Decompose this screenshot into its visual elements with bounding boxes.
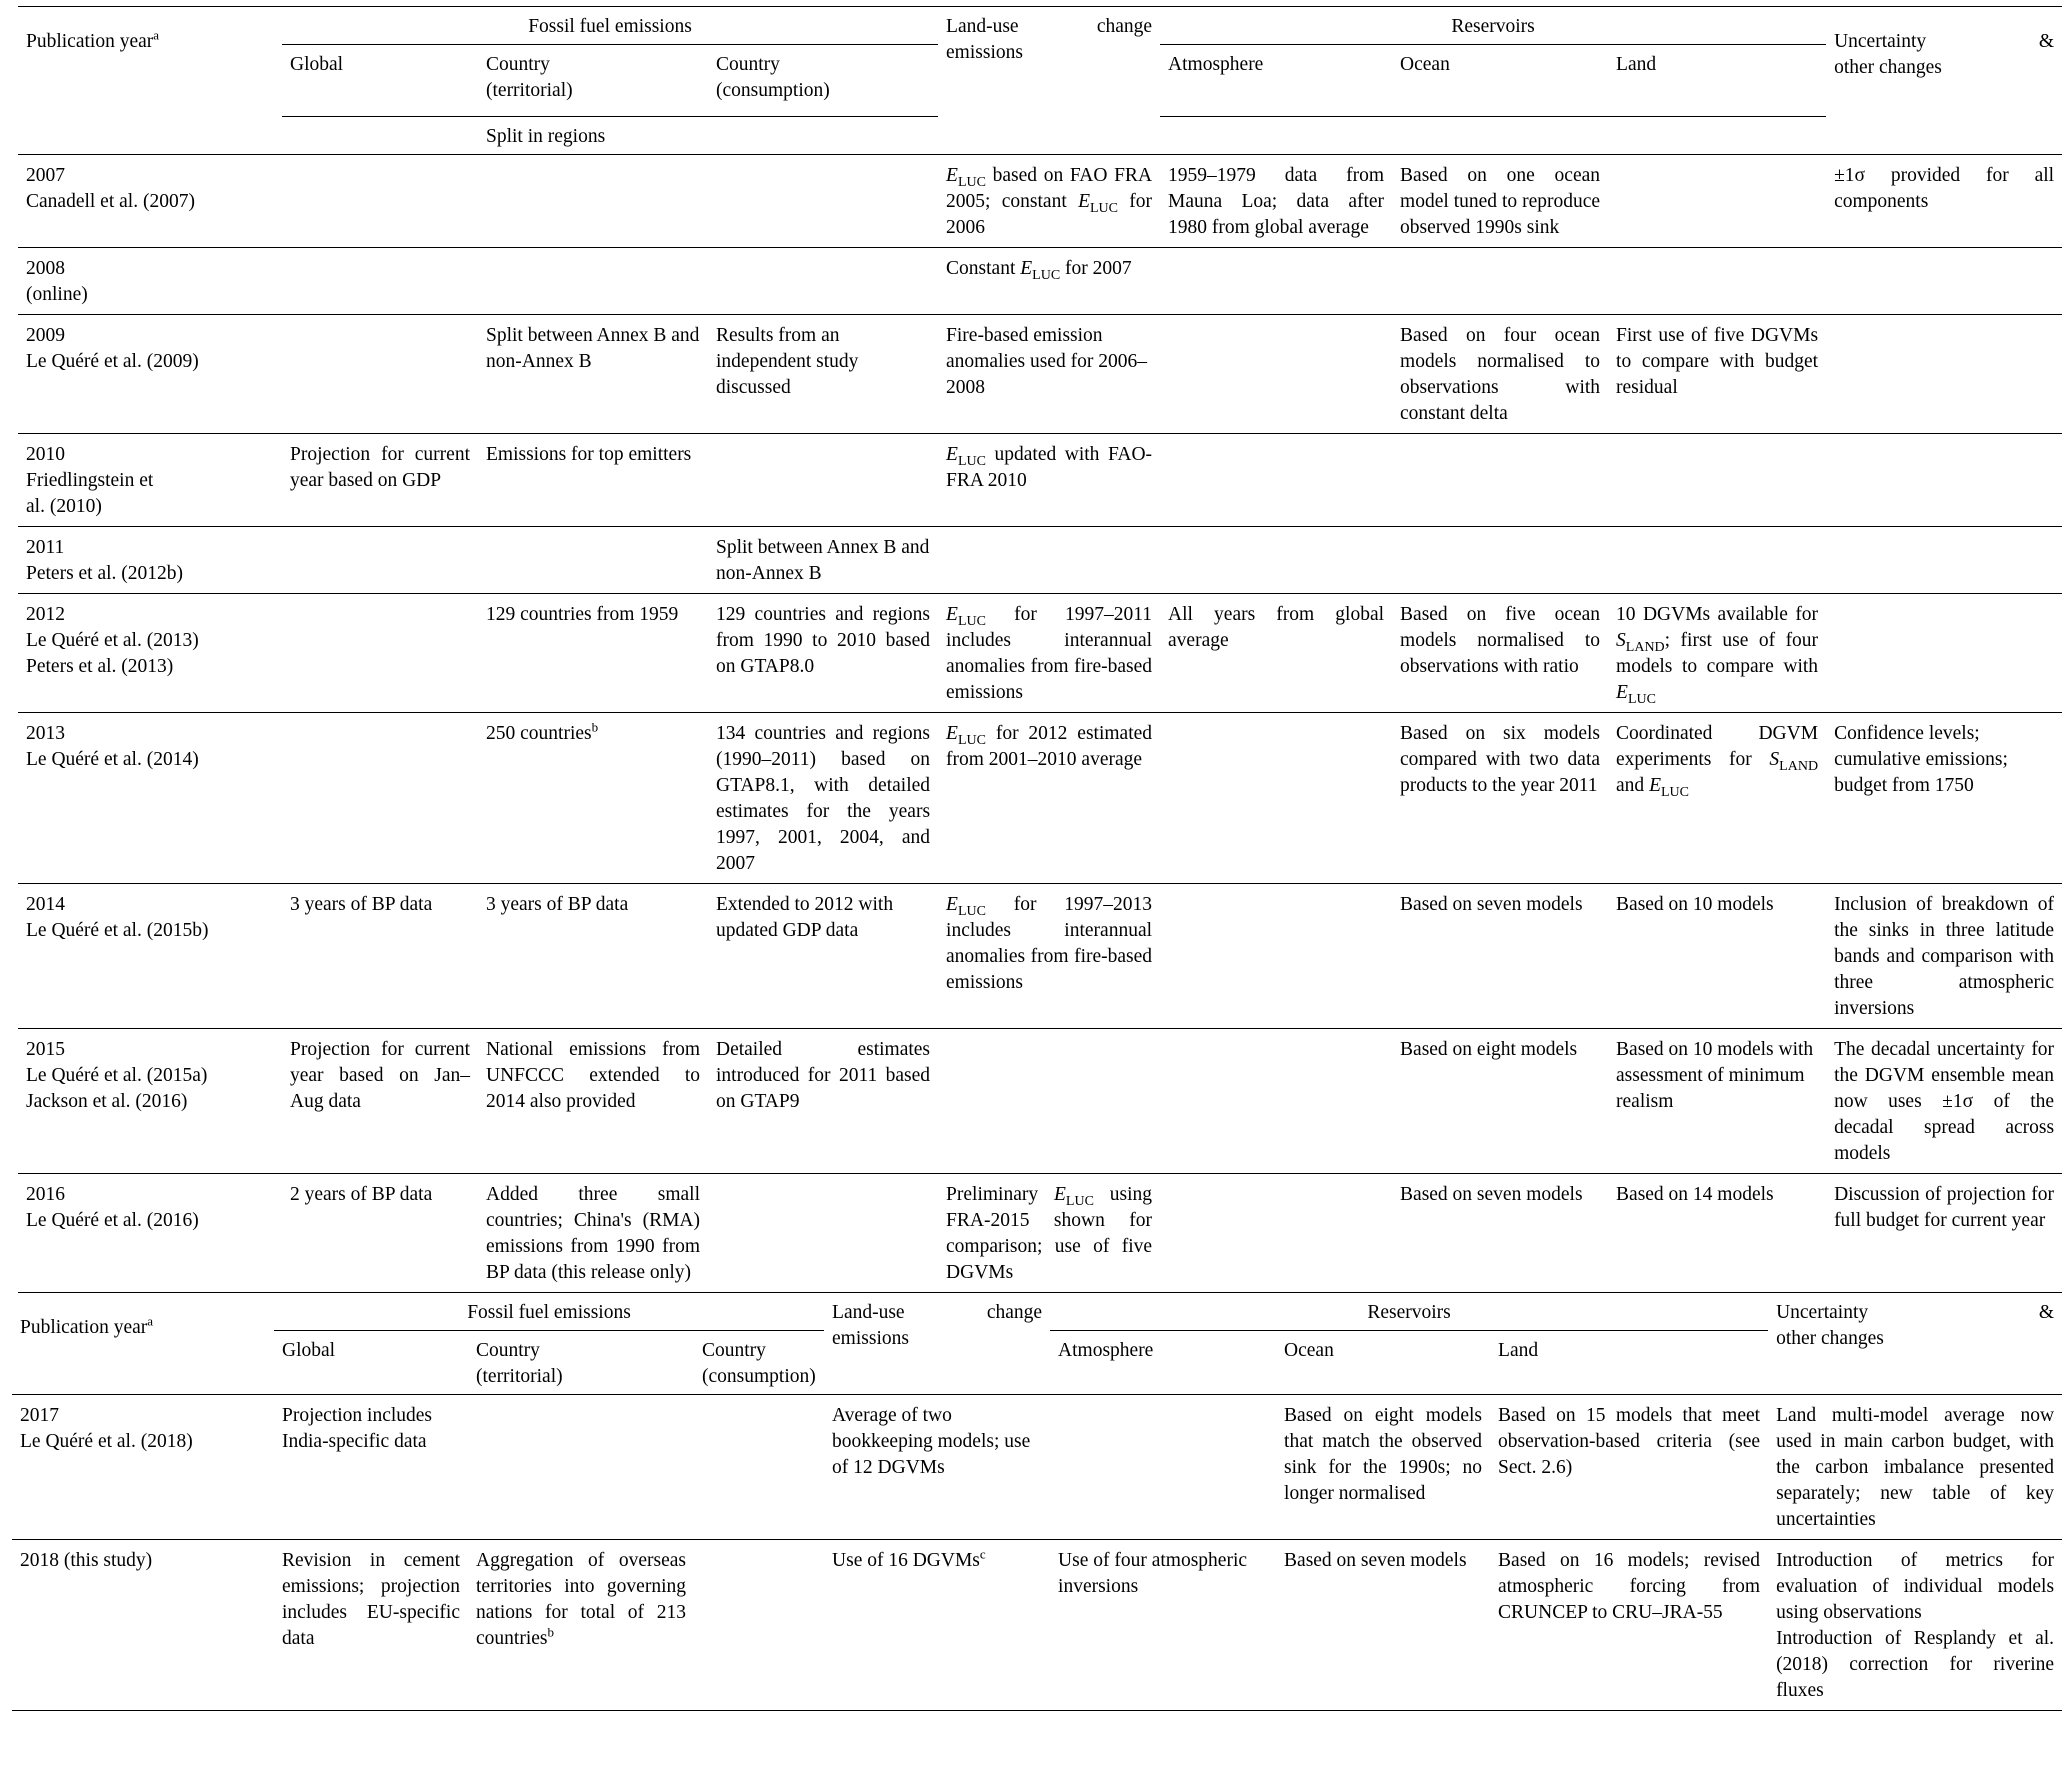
table-row-2016	[18, 1174, 2062, 1293]
land-cell: Based on 16 models; revised atmospheric forcing from CRUNCEP to CRU–JRA-55	[1490, 1540, 1768, 1711]
ocean-cell: Based on seven models	[1392, 1174, 1608, 1293]
year-cell: 2015 Le Quéré et al. (2015a) Jackson et al. (2016)	[18, 1029, 282, 1174]
uncertainty-cell: Introduction of metrics for evaluation of individual models using observations Introduction of Resplandy et al. (2018) correction for riverine fluxes	[1768, 1540, 2062, 1711]
year-cell: 2011 Peters et al. (2012b)	[18, 527, 282, 594]
luc-cell: $E_{LUC}$ updated with FAO-FRA 2010	[938, 434, 1160, 527]
atmosphere-cell: Use of four atmospheric inversions	[1050, 1540, 1276, 1711]
table-row-2017	[12, 1395, 2062, 1540]
luc-cell: Use of 16 DGVMs$^c$	[824, 1540, 1050, 1711]
ocean-cell: Based on eight models that match the observed sink for the 1990s; no longer normalised	[1276, 1395, 1490, 1540]
table-row-2011	[18, 527, 2062, 594]
land-cell: Based on 14 models	[1608, 1174, 1826, 1293]
consumption-cell: 129 countries and regions from 1990 to 2010 based on GTAP8.0	[708, 594, 938, 713]
ocean-cell: Based on one ocean model tuned to reproduce observed 1990s sink	[1392, 155, 1608, 248]
uncertainty-cell: Discussion of projection for full budget for current year	[1826, 1174, 2062, 1293]
header-atmosphere: Atmosphere	[1160, 45, 1392, 117]
atmosphere-cell: 1959–1979 data from Mauna Loa; data after 1980 from global average	[1160, 155, 1392, 248]
ocean-cell: Based on five ocean models normalised to observations with ratio	[1392, 594, 1608, 713]
header2-global: Global	[282, 1340, 336, 1361]
territorial-cell: Split between Annex B and non-Annex B	[478, 315, 708, 434]
global-cell: 2 years of BP data	[282, 1174, 478, 1293]
year-cell: 2008 (online)	[18, 248, 282, 315]
ocean-cell: Based on seven models	[1392, 884, 1608, 1029]
consumption-cell: Results from an independent study discussed	[708, 315, 938, 434]
header-publication-year: Publication year$^a$	[26, 27, 160, 52]
table-row-2010	[18, 434, 2062, 527]
header-country-consumption: Country (consumption)	[708, 45, 938, 117]
luc-cell: $E_{LUC}$ for 2012 estimated from 2001–2010 average	[938, 713, 1160, 884]
header2-country-territorial: Country (territorial)	[476, 1340, 563, 1387]
luc-cell: Average of two bookkeeping models; use of 12 DGVMs	[824, 1395, 1050, 1540]
header2-reservoirs: Reservoirs	[1050, 1293, 1768, 1331]
header2-land-use: Land-use change emissions	[832, 1302, 1043, 1349]
header-global: Global	[282, 45, 478, 117]
header-land: Land	[1608, 45, 1826, 117]
year-cell: 2018 (this study)	[12, 1540, 274, 1711]
header2-fossil-fuel: Fossil fuel emissions	[274, 1293, 824, 1331]
land-cell: Based on 10 models with assessment of minimum realism	[1608, 1029, 1826, 1174]
table-row-2018	[12, 1540, 2062, 1711]
header2-country-consumption: Country (consumption)	[702, 1340, 816, 1387]
table-row-2012	[18, 594, 2062, 713]
year-cell: 2016 Le Quéré et al. (2016)	[18, 1174, 282, 1293]
territorial-cell: 250 countries$^b$	[478, 713, 708, 884]
header-uncertainty: Uncertainty & other changes	[1834, 31, 2055, 78]
table-row-2014	[18, 884, 2062, 1029]
land-cell: First use of five DGVMs to compare with budget residual	[1608, 315, 1826, 434]
header-ocean: Ocean	[1392, 45, 1608, 117]
atmosphere-cell: All years from global average	[1160, 594, 1392, 713]
header-reservoirs: Reservoirs	[1160, 7, 1826, 45]
header2-land: Land	[1498, 1340, 1539, 1361]
luc-cell: Constant $E_{LUC}$ for 2007	[938, 248, 1160, 315]
year-cell: 2013 Le Quéré et al. (2014)	[18, 713, 282, 884]
year-cell: 2014 Le Quéré et al. (2015b)	[18, 884, 282, 1029]
header2-uncertainty: Uncertainty & other changes	[1776, 1302, 2055, 1349]
year-cell: 2009 Le Quéré et al. (2009)	[18, 315, 282, 434]
ocean-cell: Based on six models compared with two data products to the year 2011	[1392, 713, 1608, 884]
uncertainty-cell: The decadal uncertainty for the DGVM ensemble mean now uses ±1σ of the decadal spread across models	[1826, 1029, 2062, 1174]
consumption-cell: Extended to 2012 with updated GDP data	[708, 884, 938, 1029]
luc-cell: Fire-based emission anomalies used for 2006–2008	[938, 315, 1160, 434]
header2-ocean: Ocean	[1284, 1340, 1334, 1361]
ocean-cell: Based on eight models	[1392, 1029, 1608, 1174]
year-cell: 2012 Le Quéré et al. (2013) Peters et al. (2013)	[18, 594, 282, 713]
header-split-regions: Split in regions	[486, 126, 606, 147]
global-cell: Projection for current year based on Jan–Aug data	[282, 1029, 478, 1174]
header-country-territorial: Country (territorial)	[478, 45, 708, 117]
luc-cell: $E_{LUC}$ for 1997–2011 includes interannual anomalies from fire-based emissions	[938, 594, 1160, 713]
header2-publication-year: Publication year$^a$	[20, 1313, 154, 1338]
table-row-2008	[18, 248, 2062, 315]
table-row-2007	[18, 155, 2062, 248]
header-row-1	[18, 7, 2062, 45]
uncertainty-cell: Inclusion of breakdown of the sinks in three latitude bands and comparison with three atmospheric inversions	[1826, 884, 2062, 1029]
consumption-cell: Split between Annex B and non-Annex B	[708, 527, 938, 594]
territorial-cell: Aggregation of overseas territories into governing nations for total of 213 countries$^b$	[468, 1540, 694, 1711]
uncertainty-cell: Confidence levels; cumulative emissions; budget from 1750	[1826, 713, 2062, 884]
territorial-cell: Emissions for top emitters	[478, 434, 708, 527]
luc-cell: $E_{LUC}$ based on FAO FRA 2005; constant $E_{LUC}$ for 2006	[938, 155, 1160, 248]
luc-cell: Preliminary $E_{LUC}$ using FRA-2015 shown for comparison; use of five DGVMs	[938, 1174, 1160, 1293]
ocean-cell: Based on seven models	[1276, 1540, 1490, 1711]
territorial-cell: National emissions from UNFCCC extended to 2014 also provided	[478, 1029, 708, 1174]
land-cell: Based on 15 models that meet observation-based criteria (see Sect. 2.6)	[1490, 1395, 1768, 1540]
year-cell: 2007 Canadell et al. (2007)	[18, 155, 282, 248]
consumption-cell: 134 countries and regions (1990–2011) based on GTAP8.1, with detailed estimates for the years 1997, 2001, 2004, and 2007	[708, 713, 938, 884]
land-cell: Based on 10 models	[1608, 884, 1826, 1029]
ocean-cell: Based on four ocean models normalised to observations with constant delta	[1392, 315, 1608, 434]
header-land-use: Land-use change emissions	[946, 16, 1153, 63]
global-cell: Projection includes India-specific data	[274, 1395, 468, 1540]
table-row-2013	[18, 713, 2062, 884]
global-cell: 3 years of BP data	[282, 884, 478, 1029]
land-cell: 10 DGVMs available for $S_{LAND}$; first use of four models to compare with $E_{LUC}$	[1608, 594, 1826, 713]
territorial-cell: Added three small countries; China's (RMA) emissions from 1990 from BP data (this release only)	[478, 1174, 708, 1293]
year-cell: 2010 Friedlingstein et al. (2010)	[18, 434, 282, 527]
territorial-cell: 3 years of BP data	[478, 884, 708, 1029]
header2-row-1	[12, 1293, 2062, 1331]
global-cell: Revision in cement emissions; projection includes EU-specific data	[274, 1540, 468, 1711]
consumption-cell: Detailed estimates introduced for 2011 based on GTAP9	[708, 1029, 938, 1174]
header-row-3	[18, 117, 2062, 155]
header-fossil-fuel: Fossil fuel emissions	[282, 7, 938, 45]
uncertainty-cell: ±1σ provided for all components	[1826, 155, 2062, 248]
luc-cell: $E_{LUC}$ for 1997–2013 includes interannual anomalies from fire-based emissions	[938, 884, 1160, 1029]
uncertainty-cell: Land multi-model average now used in main carbon budget, with the carbon imbalance presented separately; new table of key uncertainties	[1768, 1395, 2062, 1540]
header2-atmosphere: Atmosphere	[1058, 1340, 1154, 1361]
history-table-part2	[12, 1293, 2062, 1711]
table-row-2015	[18, 1029, 2062, 1174]
territorial-cell: 129 countries from 1959	[478, 594, 708, 713]
land-cell: Coordinated DGVM experiments for $S_{LAND}$ and $E_{LUC}$	[1608, 713, 1826, 884]
year-cell: 2017 Le Quéré et al. (2018)	[12, 1395, 274, 1540]
table-row-2009	[18, 315, 2062, 434]
table-container	[18, 6, 2066, 1711]
global-cell: Projection for current year based on GDP	[282, 434, 478, 527]
history-table-part1	[18, 6, 2062, 1293]
